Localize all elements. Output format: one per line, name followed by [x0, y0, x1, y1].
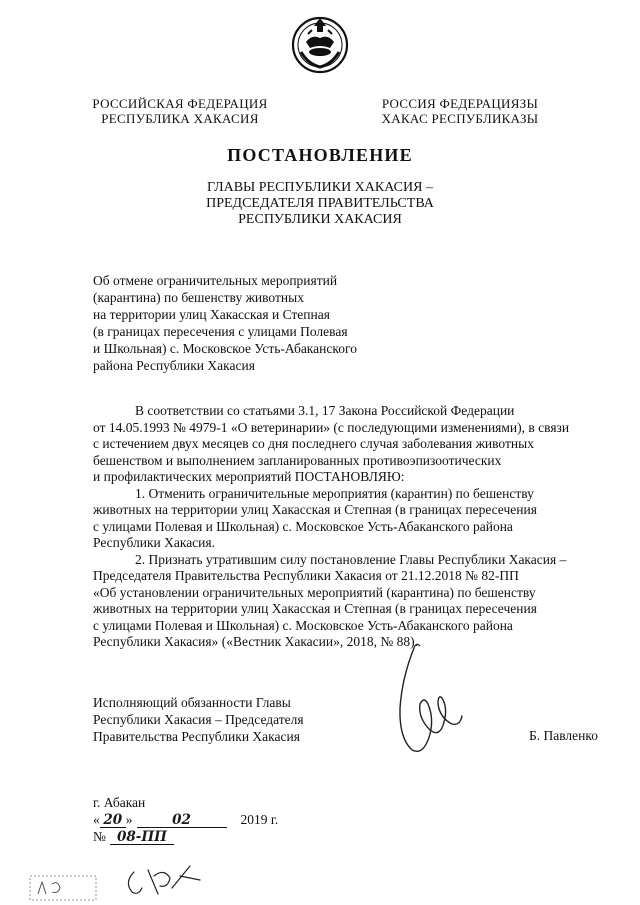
signatory-name: Б. Павленко: [528, 728, 598, 743]
document-subtitle: [0, 180, 640, 228]
body-line: Республики Хакасия.: [93, 535, 215, 550]
handwritten-signature-icon: [394, 638, 464, 764]
body-line: 2. Признать утратившим силу постановление Главы Республики Хакасия –: [135, 551, 567, 567]
subject-line: Об отмене ограничительных мероприятий: [93, 273, 338, 288]
subject-line: и Школьная) с. Московское Усть-Абаканского: [93, 341, 357, 356]
subject-line: на территории улиц Хакасская и Степная: [93, 307, 330, 322]
body-line: В соответствии со статьями 3.1, 17 Закона Российской Федерации: [135, 403, 515, 418]
body-line: животных на территории улиц Хакасская и Степная (в границах пересечения: [93, 601, 537, 616]
footer-city: г. Абакан: [93, 795, 146, 810]
subject-line: района Республики Хакасия: [93, 358, 255, 373]
header-right-line: РОССИЯ ФЕДЕРАЦИЯЗЫ: [381, 96, 539, 111]
preamble-paragraph: [93, 403, 598, 486]
body-line: бешенством и выполнением запланированных противоэпизоотических: [93, 452, 502, 468]
item-1-paragraph: [93, 486, 598, 552]
signatory-position: [93, 694, 304, 745]
subject-line: (в границах пересечения с улицами Полевая: [93, 324, 348, 339]
signatory-line: Республики Хакасия – Председателя: [93, 712, 304, 727]
document-title: ПОСТАНОВЛЕНИЕ: [227, 145, 413, 165]
subtitle-line: ГЛАВЫ РЕСПУБЛИКИ ХАКАСИЯ –: [207, 180, 433, 195]
header-left: [90, 96, 270, 126]
item-2-paragraph: [93, 552, 598, 651]
body-line: 1. Отменить ограничительные мероприятия (карантин) по бешенству: [135, 485, 534, 501]
body-line: с улицами Полевая и Школьная) с. Московское Усть-Абаканского района: [93, 518, 513, 534]
subject-line: (карантина) по бешенству животных: [93, 290, 304, 305]
header-left-line: РОССИЙСКАЯ ФЕДЕРАЦИЯ: [92, 96, 268, 111]
subtitle-line: ПРЕДСЕДАТЕЛЯ ПРАВИТЕЛЬСТВА: [206, 196, 434, 211]
document-number: 08-ПП: [110, 829, 174, 845]
coat-of-arms-emblem-icon: [288, 12, 352, 76]
body-line: и профилактических мероприятий ПОСТАНОВЛЯЮ:: [93, 469, 405, 484]
body-line: «Об установлении ограничительных мероприятий (карантина) по бешенству: [93, 584, 536, 600]
handwritten-initials-icon: [120, 858, 210, 902]
header-right: [370, 96, 550, 126]
body-line: Республики Хакасия» («Вестник Хакасии», 2018, № 88).: [93, 634, 418, 649]
date-year: 2019 г.: [240, 812, 279, 827]
body-line: от 14.05.1993 № 4979-1 «О ветеринарии» (с последующими изменениями), в связи: [93, 419, 570, 435]
document-footer: [93, 794, 278, 845]
document-body: [93, 403, 598, 651]
body-line: Председателя Правительства Республики Хакасия от 21.12.2018 № 82-ПП: [93, 568, 519, 583]
date-quote-open: «: [93, 812, 100, 827]
body-line: с улицами Полевая и Школьная) с. Московское Усть-Абаканского района: [93, 617, 513, 633]
number-label: №: [93, 829, 106, 844]
stamp-box-icon: [28, 874, 98, 902]
date-month: 02: [137, 812, 227, 828]
signatory-line: Правительства Республики Хакасия: [93, 729, 300, 744]
footer-date: [93, 811, 278, 828]
header-right-line: ХАКАС РЕСПУБЛИКАЗЫ: [381, 111, 539, 126]
body-line: с истечением двух месяцев со дня последнего случая заболевания животных: [93, 436, 534, 451]
signatory-line: Исполняющий обязанности Главы: [93, 695, 291, 710]
date-day: 20: [100, 812, 126, 828]
date-quote-close: »: [125, 812, 133, 827]
header-left-line: РЕСПУБЛИКА ХАКАСИЯ: [101, 111, 259, 126]
subtitle-line: РЕСПУБЛИКИ ХАКАСИЯ: [238, 212, 402, 227]
footer-number: [93, 828, 278, 845]
document-subject: [93, 272, 383, 374]
body-line: животных на территории улиц Хакасская и Степная (в границах пересечения: [93, 502, 537, 517]
